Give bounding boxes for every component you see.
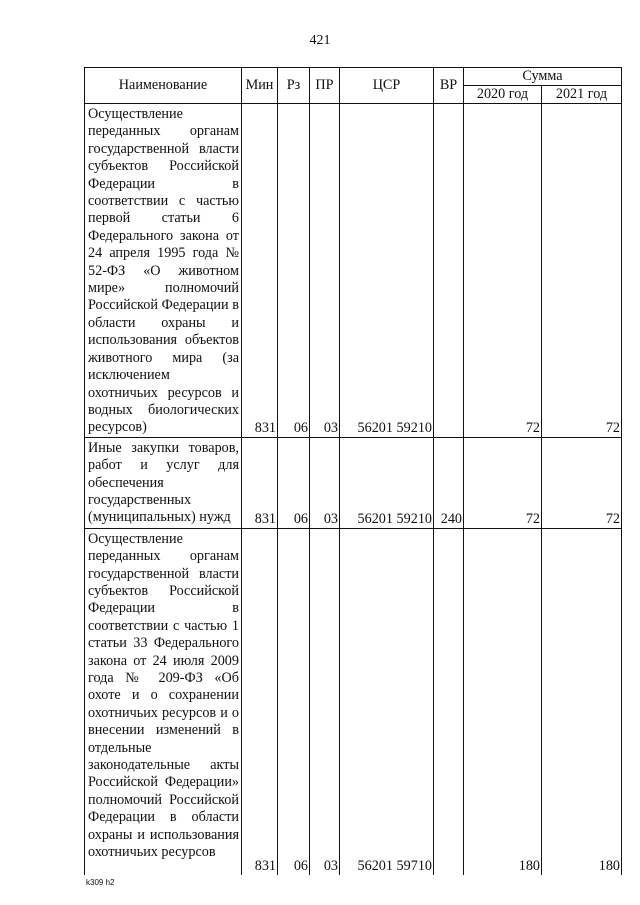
row-pr: 03 xyxy=(310,528,340,875)
row-name: Иные закупки товаров, работ и услуг для обеспечения государственных (муниципальных) нужд xyxy=(85,437,242,528)
row-2021: 72 xyxy=(542,437,622,528)
row-2020: 72 xyxy=(464,104,542,438)
row-rz: 06 xyxy=(278,104,310,438)
header-min: Мин xyxy=(242,68,278,104)
header-year-2020: 2020 год xyxy=(464,86,542,104)
table-header xyxy=(85,68,622,104)
row-csr: 56201 59210 xyxy=(340,437,434,528)
page-number: 421 xyxy=(309,33,331,48)
row-vr: 240 xyxy=(434,437,464,528)
row-rz: 06 xyxy=(278,437,310,528)
row-name: Осуществление переданных органам государственной власти субъектов Российской Федерации в соответствии с частью 1 статьи 33 Федерального закона от 24 июля 2009 года № 209-ФЗ «Об охоте и о сохранении охотничьих ресурсов и о внесении изменений в отдельные законодательные акты Российской Федерации» полномочий Российской Федерации в области охраны и использования охотничьих ресурсов xyxy=(85,528,242,875)
budget-table xyxy=(84,67,622,875)
header-name: Наименование xyxy=(85,68,242,104)
row-pr: 03 xyxy=(310,437,340,528)
header-pr: ПР xyxy=(310,68,340,104)
header-csr: ЦСР xyxy=(340,68,434,104)
row-min: 831 xyxy=(242,437,278,528)
header-vr: ВР xyxy=(434,68,464,104)
row-2020: 180 xyxy=(464,528,542,875)
header-year-2021: 2021 год xyxy=(542,86,622,104)
row-2020: 72 xyxy=(464,437,542,528)
table-row xyxy=(85,104,622,438)
row-min: 831 xyxy=(242,104,278,438)
footer-code: k309 h2 xyxy=(86,878,115,887)
row-rz: 06 xyxy=(278,528,310,875)
table-row xyxy=(85,528,622,875)
row-vr xyxy=(434,104,464,438)
row-csr: 56201 59210 xyxy=(340,104,434,438)
row-csr: 56201 59710 xyxy=(340,528,434,875)
header-sum: Сумма xyxy=(464,68,622,86)
row-pr: 03 xyxy=(310,104,340,438)
table-row xyxy=(85,437,622,528)
row-2021: 72 xyxy=(542,104,622,438)
row-name: Осуществление переданных органам государственной власти субъектов Российской Федерации в соответствии с частью первой статьи 6 Федерального закона от 24 апреля 1995 года № 52-ФЗ «О животном мире» полномочий Российской Федерации в области охраны и использования объектов животного мира (за исключением охотничьих ресурсов и водных биологических ресурсов) xyxy=(85,104,242,438)
header-rz: Рз xyxy=(278,68,310,104)
row-vr xyxy=(434,528,464,875)
row-min: 831 xyxy=(242,528,278,875)
row-2021: 180 xyxy=(542,528,622,875)
